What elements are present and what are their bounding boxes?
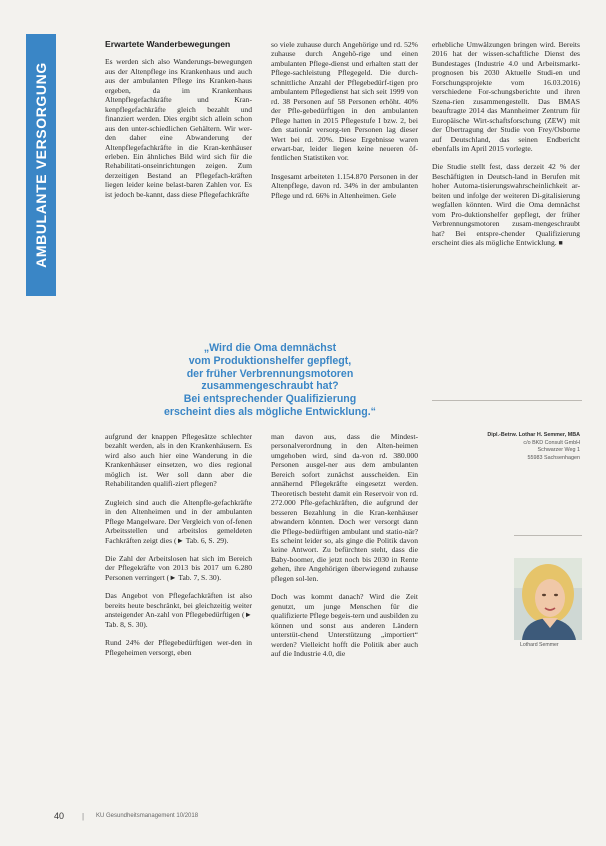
paragraph: Insgesamt arbeiteten 1.154.870 Personen in der Altenpflege, davon rd. 34% in der ambulanten Pflege und rd. 66% in Altenheimen. Gele: [271, 171, 418, 200]
paragraph: so viele zuhause durch Angehörige und rd. 52% zuhause durch Angehö-rige und einen ambulanten Pflege-dienst und erhalten statt der Pflege-sachleistung Pflegegeld. Die durch-schnittliche Anzahl der Pflegebedürf-tigen pro ambulantem Pflegedienst hat sich seit 1999 von rd. 38 Personen auf 58 Personen erhöht. 40% der Pfle-gebedürftigen in den ambulanten Pflege hatten in 2015 Pflegestufe I bzw. 2, bei den stationär versorg-ten Personen lag dieser Wert bei rd. 20%. Diese Ergebnisse waren erwart-bar, leider liegen keine neueren öf-fentlichen Statistiken vor.: [271, 40, 418, 163]
paragraph: Doch was kommt danach? Wird die Zeit genutzt, um junge Menschen für die qualifizierte Pflege begeis-tern und ausbilden zu können und sonst aus anderen Ländern unterstüt-chend Unterstützung „importiert“ werden? Vielleicht hofft die Politik aber auch auf die Industrie 4.0, die: [271, 592, 418, 658]
author-address-line: Schwarzer Weg 1: [537, 447, 580, 454]
pull-quote: [120, 342, 420, 419]
author-info: [440, 432, 580, 462]
section-heading: Erwartete Wanderbewegungen: [105, 40, 231, 49]
paragraph: erhebliche Umwälzungen bringen wird. Bereits 2016 hat der wissen-schaftliche Dienst des Bundestages (Industrie 4.0 und Arbeitsmarkt-prognosen bis 2030 Aktuelle Studi-en und Forschungsprojekte vom 16.03.2016) verschiedene For-schungsberichte und ihren Szena-rien zusammengestellt. Das BMAS beauftragte 2014 das Mannheimer Zentrum für Europäische Wirt-schaftsforschung (ZEW) mit der Übertragung der Studie von Frey/Osborne auf Deutschland, das seinen Endbericht ebenfalls im April 2015 vorlegte.: [432, 40, 580, 153]
pull-quote-line: zusammengeschraubt hat?: [201, 380, 339, 393]
paragraph: Die Zahl der Arbeitslosen hat sich im Bereich der Pflegekräfte von 2013 bis 2017 um 6.280 Personen verringert (► Tab. 7, S. 30).: [105, 553, 252, 582]
page-number: 40: [54, 811, 65, 821]
section-sidebar-label: AMBULANTE VERSORGUNG: [33, 62, 50, 268]
column-2-top: [271, 40, 418, 308]
author-portrait-image: [514, 558, 582, 640]
paragraph: Es werden sich also Wanderungs-bewegungen aus der Altenpflege ins Krankenhaus und auch aus der ambulanten Pflege ins Kranken-haus ergeben, da im Krankenhaus Altenpflegefachkräfte und Kran-kenpflegefachkräfte gleich bezahlt und finanziert werden. Dies ergibt sich allein schon aus den unter-schiedlichen Gehältern. Wir wer-den daher eine Abwanderung der Altenpflegefachkräfte in die Kran-kenhäuser erleben. Ein ähnliches Bild wird sich für die Rehabilitati-onseinrichtungen zeigen. Zum derzeitigen Bestand an Pflegefach-kräften liegen leider keine belast-baren Zahlen vor. Es ist jedoch be-kannt, dass diese Pflegefachkräfte: [105, 57, 252, 199]
divider: [432, 400, 582, 401]
footer-separator: |: [82, 812, 85, 821]
end-mark: ■: [558, 239, 563, 248]
pull-quote-line: Bei entsprechender Qualifizierung: [183, 393, 357, 406]
column-1-top: [105, 40, 252, 308]
author-address-line: c/o BKD Consult GmbH: [523, 439, 580, 446]
divider: [514, 535, 582, 536]
publication-title: KU Gesundheitsmanagement 10/2018: [96, 813, 199, 819]
pull-quote-line: vom Produktionshelfer gepflegt,: [188, 354, 352, 367]
paragraph: Das Angebot von Pflegefachkräften ist also bereits heute beschränkt, bei gleichzeitig weiter ansteigender An-zahl von Pflegebedürftigen (► Tab. 8, S. 30).: [105, 591, 252, 629]
paragraph: [432, 162, 580, 248]
pull-quote-line: „Wird die Oma demnächst: [203, 342, 337, 354]
paragraph: Zugleich sind auch die Altenpfle-gefachkräfte in den Altenheimen und in der ambulanten Pflege Mangelware. Der Vergleich von of-fenen Arbeitsstellen und arbeitslos gemeldeten Fachkräften zeigt dies (► Tab. 6, S. 29).: [105, 497, 252, 545]
paragraph: aufgrund der knappen Pflegesätze schlechter bezahlt werden, als in den Krankenhäusern. Es wird also auch hier eine Wanderung in die Krankenhäuser einsetzen, wo dies regional möglich ist. Wer soll dann aber die Rehabilitanden qualifi-ziert pflegen?: [105, 432, 252, 489]
pull-quote-line: erscheint dies als mögliche Entwicklung.“: [164, 405, 376, 418]
column-1-bottom: [105, 432, 252, 804]
photo-caption: Lothard Semmer: [520, 642, 559, 648]
author-photo: [514, 558, 582, 640]
column-2-bottom: [271, 432, 418, 804]
paragraph-text: Die Studie stellt fest, dass derzeit 42 % der Beschäftigten in Deutsch-land in Berufen mit hoher Automa-tisierungswahrscheinlichkeit ar-beiten und infolge der weiteren Di-gitalisierung wegfallen könnten. Wird die Oma demnächst vom Pro-duktionshelfer gepflegt, der früher Verbrennungsmotoren zusam-mengeschraubt hat? Bei entspre-chender Qualifizierung erscheint dies als mögliche Entwicklung.: [432, 162, 580, 248]
paragraph: Rund 24% der Pflegebedürftigen wer-den in Pflegeheimen versorgt, eben: [105, 638, 252, 657]
column-3-top: [432, 40, 580, 382]
section-sidebar: [26, 34, 56, 296]
paragraph: man davon aus, dass die Mindest-personalverordnung in den Alten-heimen umgehoben wird, sind da-von rd. 380.000 Personen ausgel-ner aus dem ambulanten Bereich sofort zunächst ausscheiden. Ein annähernd Pflegekräfte eingesetzt werden. Theoretisch besteht damit ein Reservoir von rd. 272.000 Pfle-gefachkräften, die aufgrund der besseren Bezahlung in die Kran-kenhäuser abwandern könnten. Doch wer versorgt dann die Pflege-bedürftigen ambulant und statio-när? Es scheint leider so, als ginge die Politik davon keine Antwort. Zu befürchten steht, dass die Baby-boomer, die jetzt noch bis 2030 in Rente gehen, ihre Angehörigen überwiegend zuhause pflegen sol-len.: [271, 432, 418, 583]
author-address-line: 55983 Sachsenhagen: [527, 454, 580, 461]
pull-quote-line: der früher Verbrennungsmotoren: [186, 367, 354, 380]
author-name: Dipl.-Betrw. Lothar H. Semmer, MBA: [487, 432, 580, 438]
